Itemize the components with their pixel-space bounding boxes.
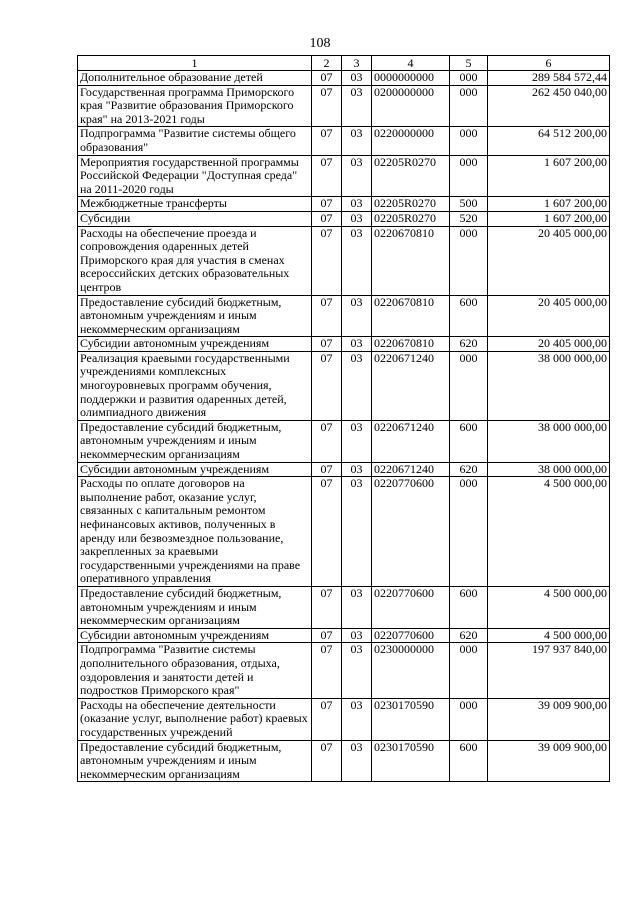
table-row bbox=[78, 420, 610, 462]
row-target-code: 0220671240 bbox=[372, 462, 450, 477]
row-name: Расходы по оплате договоров на выполнение работ, оказание услуг, связанных с капитальным ремонтом нефинансовых активов, полученных в аренду или безвозмездное пользование, закрепленных за краевыми государственными учреждениями на праве оперативного управления bbox=[78, 477, 312, 587]
row-section: 07 bbox=[312, 85, 342, 127]
row-amount: 262 450 040,00 bbox=[488, 85, 610, 127]
row-target-code: 0220770600 bbox=[372, 477, 450, 587]
row-target-code: 0230000000 bbox=[372, 643, 450, 698]
row-subsection: 03 bbox=[342, 127, 372, 155]
table-row bbox=[78, 226, 610, 295]
column-header: 5 bbox=[450, 56, 488, 71]
row-target-code: 0220670810 bbox=[372, 337, 450, 352]
row-target-code: 02205R0270 bbox=[372, 197, 450, 212]
row-target-code: 0220671240 bbox=[372, 351, 450, 420]
row-target-code: 0220000000 bbox=[372, 127, 450, 155]
table-row bbox=[78, 462, 610, 477]
row-amount: 4 500 000,00 bbox=[488, 586, 610, 628]
row-name: Расходы на обеспечение деятельности (оказание услуг, выполнение работ) краевых государственных учреждений bbox=[78, 698, 312, 740]
column-header: 4 bbox=[372, 56, 450, 71]
row-section: 07 bbox=[312, 295, 342, 337]
row-target-code: 02205R0270 bbox=[372, 155, 450, 197]
row-amount: 38 000 000,00 bbox=[488, 351, 610, 420]
row-name: Предоставление субсидий бюджетным, автономным учреждениям и иным некоммерческим организациям bbox=[78, 295, 312, 337]
row-subsection: 03 bbox=[342, 351, 372, 420]
row-expense-type: 000 bbox=[450, 71, 488, 86]
row-target-code: 0220770600 bbox=[372, 586, 450, 628]
row-section: 07 bbox=[312, 698, 342, 740]
row-name: Межбюджетные трансферты bbox=[78, 197, 312, 212]
row-subsection: 03 bbox=[342, 211, 372, 226]
row-subsection: 03 bbox=[342, 586, 372, 628]
row-target-code: 02205R0270 bbox=[372, 211, 450, 226]
row-name: Расходы на обеспечение проезда и сопровождения одаренных детей Приморского края для участия в сменах всероссийских детских образовательных центров bbox=[78, 226, 312, 295]
row-amount: 38 000 000,00 bbox=[488, 420, 610, 462]
row-amount: 1 607 200,00 bbox=[488, 155, 610, 197]
row-expense-type: 600 bbox=[450, 295, 488, 337]
row-section: 07 bbox=[312, 477, 342, 587]
row-name: Субсидии bbox=[78, 211, 312, 226]
row-subsection: 03 bbox=[342, 698, 372, 740]
table-row bbox=[78, 740, 610, 782]
row-name: Подпрограмма "Развитие системы дополнительного образования, отдыха, оздоровления и занятости детей и подростков Приморского края" bbox=[78, 643, 312, 698]
row-expense-type: 000 bbox=[450, 226, 488, 295]
row-amount: 20 405 000,00 bbox=[488, 337, 610, 352]
table-header-row bbox=[78, 56, 610, 71]
row-amount: 38 000 000,00 bbox=[488, 462, 610, 477]
table-row bbox=[78, 698, 610, 740]
row-section: 07 bbox=[312, 127, 342, 155]
row-target-code: 0000000000 bbox=[372, 71, 450, 86]
row-subsection: 03 bbox=[342, 740, 372, 782]
table-row bbox=[78, 295, 610, 337]
row-name: Предоставление субсидий бюджетным, автономным учреждениям и иным некоммерческим организациям bbox=[78, 740, 312, 782]
row-target-code: 0220670810 bbox=[372, 295, 450, 337]
row-name: Предоставление субсидий бюджетным, автономным учреждениям и иным некоммерческим организациям bbox=[78, 586, 312, 628]
row-section: 07 bbox=[312, 351, 342, 420]
table-row bbox=[78, 85, 610, 127]
column-header: 2 bbox=[312, 56, 342, 71]
row-section: 07 bbox=[312, 643, 342, 698]
page-number: 108 bbox=[309, 36, 331, 51]
row-expense-type: 500 bbox=[450, 197, 488, 212]
row-subsection: 03 bbox=[342, 477, 372, 587]
table-row bbox=[78, 211, 610, 226]
row-subsection: 03 bbox=[342, 197, 372, 212]
row-expense-type: 000 bbox=[450, 155, 488, 197]
row-amount: 197 937 840,00 bbox=[488, 643, 610, 698]
row-subsection: 03 bbox=[342, 155, 372, 197]
row-expense-type: 600 bbox=[450, 420, 488, 462]
row-expense-type: 000 bbox=[450, 477, 488, 587]
row-section: 07 bbox=[312, 337, 342, 352]
row-section: 07 bbox=[312, 628, 342, 643]
row-section: 07 bbox=[312, 740, 342, 782]
row-subsection: 03 bbox=[342, 420, 372, 462]
row-expense-type: 000 bbox=[450, 643, 488, 698]
row-name: Субсидии автономным учреждениям bbox=[78, 337, 312, 352]
budget-table bbox=[77, 55, 610, 782]
row-target-code: 0220670810 bbox=[372, 226, 450, 295]
row-expense-type: 600 bbox=[450, 740, 488, 782]
column-header: 1 bbox=[78, 56, 312, 71]
row-name: Субсидии автономным учреждениям bbox=[78, 462, 312, 477]
row-target-code: 0200000000 bbox=[372, 85, 450, 127]
row-section: 07 bbox=[312, 586, 342, 628]
row-amount: 39 009 900,00 bbox=[488, 740, 610, 782]
row-name: Дополнительное образование детей bbox=[78, 71, 312, 86]
row-expense-type: 000 bbox=[450, 698, 488, 740]
row-subsection: 03 bbox=[342, 337, 372, 352]
row-subsection: 03 bbox=[342, 71, 372, 86]
table-row bbox=[78, 197, 610, 212]
table-row bbox=[78, 477, 610, 587]
row-amount: 1 607 200,00 bbox=[488, 197, 610, 212]
row-section: 07 bbox=[312, 71, 342, 86]
row-amount: 4 500 000,00 bbox=[488, 628, 610, 643]
row-name: Подпрограмма "Развитие системы общего образования" bbox=[78, 127, 312, 155]
table-body bbox=[78, 71, 610, 782]
row-subsection: 03 bbox=[342, 295, 372, 337]
row-expense-type: 620 bbox=[450, 462, 488, 477]
row-name: Субсидии автономным учреждениям bbox=[78, 628, 312, 643]
row-subsection: 03 bbox=[342, 226, 372, 295]
row-amount: 20 405 000,00 bbox=[488, 295, 610, 337]
row-expense-type: 520 bbox=[450, 211, 488, 226]
table-row bbox=[78, 71, 610, 86]
row-name: Реализация краевыми государственными учреждениями комплексных многоуровневых программ обучения, поддержки и развития одаренных детей, олимпиадного движения bbox=[78, 351, 312, 420]
row-amount: 20 405 000,00 bbox=[488, 226, 610, 295]
row-target-code: 0220770600 bbox=[372, 628, 450, 643]
row-expense-type: 600 bbox=[450, 586, 488, 628]
row-amount: 4 500 000,00 bbox=[488, 477, 610, 587]
row-name: Мероприятия государственной программы Российской Федерации "Доступная среда" на 2011-2020 годы bbox=[78, 155, 312, 197]
row-name: Государственная программа Приморского края "Развитие образования Приморского края" на 2013-2021 годы bbox=[78, 85, 312, 127]
column-header: 6 bbox=[488, 56, 610, 71]
row-section: 07 bbox=[312, 226, 342, 295]
row-subsection: 03 bbox=[342, 628, 372, 643]
row-section: 07 bbox=[312, 462, 342, 477]
row-section: 07 bbox=[312, 155, 342, 197]
row-subsection: 03 bbox=[342, 643, 372, 698]
row-target-code: 0220671240 bbox=[372, 420, 450, 462]
row-amount: 64 512 200,00 bbox=[488, 127, 610, 155]
row-subsection: 03 bbox=[342, 462, 372, 477]
row-name: Предоставление субсидий бюджетным, автономным учреждениям и иным некоммерческим организациям bbox=[78, 420, 312, 462]
table-row bbox=[78, 155, 610, 197]
row-expense-type: 000 bbox=[450, 127, 488, 155]
row-target-code: 0230170590 bbox=[372, 740, 450, 782]
row-amount: 39 009 900,00 bbox=[488, 698, 610, 740]
row-expense-type: 000 bbox=[450, 85, 488, 127]
row-amount: 289 584 572,44 bbox=[488, 71, 610, 86]
row-section: 07 bbox=[312, 211, 342, 226]
row-section: 07 bbox=[312, 197, 342, 212]
row-section: 07 bbox=[312, 420, 342, 462]
table-row bbox=[78, 337, 610, 352]
column-header: 3 bbox=[342, 56, 372, 71]
row-expense-type: 620 bbox=[450, 628, 488, 643]
row-expense-type: 000 bbox=[450, 351, 488, 420]
table-row bbox=[78, 351, 610, 420]
row-expense-type: 620 bbox=[450, 337, 488, 352]
row-amount: 1 607 200,00 bbox=[488, 211, 610, 226]
row-target-code: 0230170590 bbox=[372, 698, 450, 740]
table-row bbox=[78, 643, 610, 698]
table-row bbox=[78, 628, 610, 643]
row-subsection: 03 bbox=[342, 85, 372, 127]
table-row bbox=[78, 127, 610, 155]
table-row bbox=[78, 586, 610, 628]
